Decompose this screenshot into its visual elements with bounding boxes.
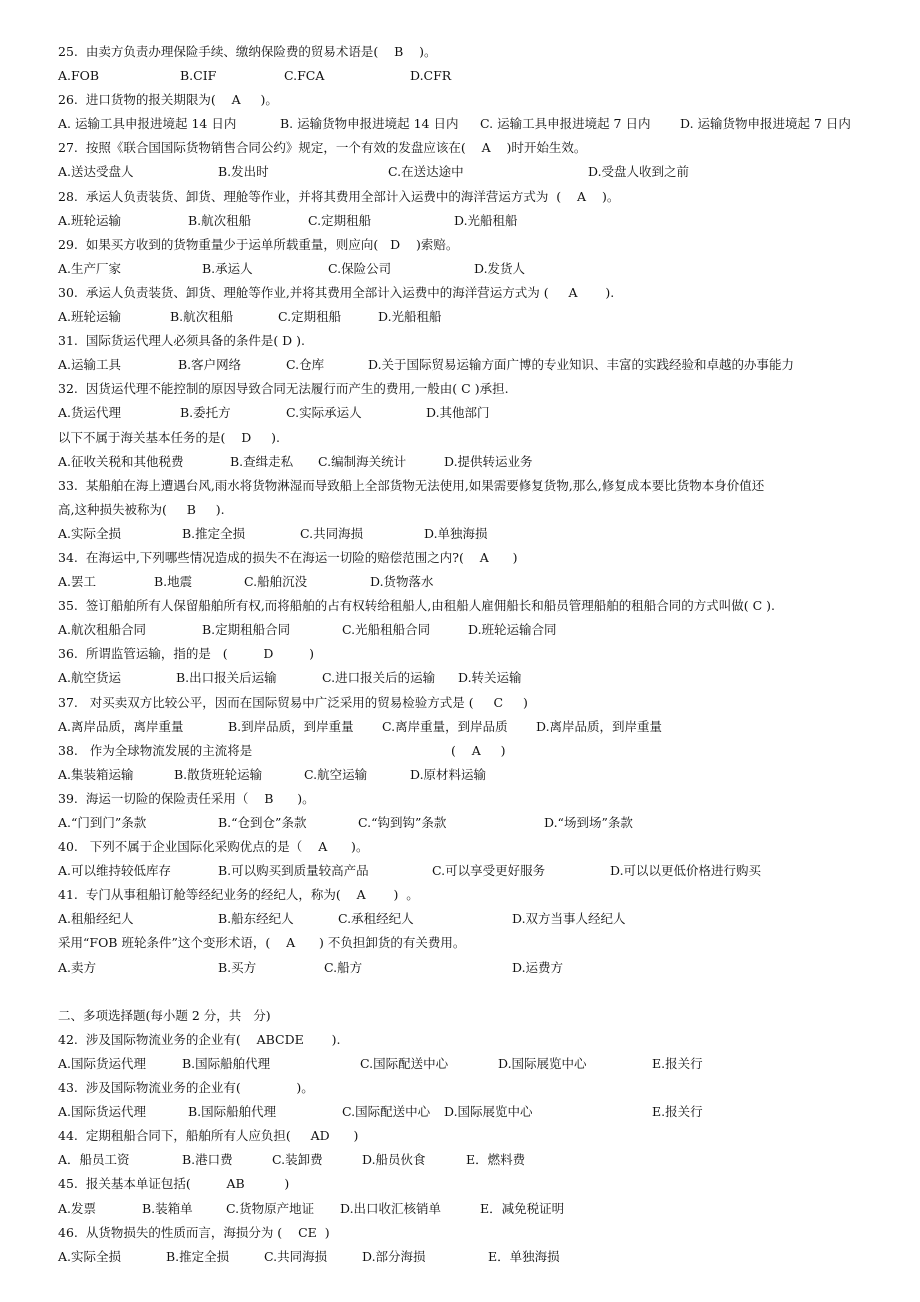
question-line: 34. 在海运中,下列哪些情况造成的损失不在海运一切险的赔偿范围之内?( A ) (58, 549, 518, 565)
question-line: 28. 承运人负责装货、卸货、理舱等作业，并将其费用全部计入运费中的海洋营运方式为 ( A )。 (58, 188, 620, 204)
options-row (58, 811, 888, 835)
option-item: A.国际货运代理 (58, 1055, 147, 1071)
question-line: 33. 某船舶在海上遭遇台风,雨水将货物淋湿而导致船上全部货物无法使用,如果需要修复货物,那么,修复成本要比货物本身价值还 (58, 477, 765, 493)
option-item: A.征收关税和其他税费 (58, 453, 184, 469)
options-row (58, 1100, 888, 1124)
option-item: B.客户网络 (178, 357, 242, 373)
option-item: D.提供转运业务 (444, 453, 533, 469)
question-line: 42. 涉及国际物流业务的企业有( ABCDE ). (58, 1031, 345, 1047)
options-row (58, 1245, 888, 1269)
question-line: 29. 如果买方收到的货物重量少于运单所载重量，则应向( D )索赔。 (58, 236, 459, 252)
options-row (58, 618, 888, 642)
option-item: A.国际货运代理 (58, 1104, 147, 1120)
option-item: B.港口费 (182, 1152, 233, 1168)
question-line: 二、多项选择题(每小题 2 分，共 分) (58, 1007, 271, 1023)
option-item: B.船东经纪人 (218, 911, 294, 927)
option-item: D.CFR (410, 68, 452, 84)
option-item: A. 运输工具申报进境起 14 日内 (58, 116, 237, 132)
option-item: B.推定全损 (166, 1248, 230, 1264)
option-item: B.出口报关后运输 (176, 670, 277, 686)
question-line: 37. 对买卖双方比较公平，因而在国际贸易中广泛采用的贸易检验方式是 ( C ) (58, 694, 528, 710)
question-line: 36. 所谓监管运输，指的是 ( D ) (58, 646, 315, 662)
option-item: A.货运代理 (58, 405, 122, 421)
option-item: A.可以维持较低库存 (58, 863, 172, 879)
question-line: 35. 签订船舶所有人保留船舶所有权,而将船舶的占有权转给租船人,由租船人雇佣船长和船员管理船舶的租船合同的方式叫做( C ). (58, 598, 779, 614)
option-item: C.共同海损 (264, 1248, 328, 1264)
option-item: D.部分海损 (362, 1248, 426, 1264)
option-item: B.查缉走私 (230, 453, 294, 469)
option-item: A.实际全损 (58, 525, 122, 541)
question-line: 45. 报关基本单证包括( AB ) (58, 1176, 290, 1192)
option-item: E.报关行 (652, 1055, 703, 1071)
question-line: 32. 因货运代理不能控制的原因导致合同无法履行而产生的费用,一般由( C )承担. (58, 381, 513, 397)
question-line: 26. 进口货物的报关期限为( A )。 (58, 92, 278, 108)
option-item: C.货物原产地证 (226, 1200, 315, 1216)
option-item: D.原材料运输 (410, 766, 487, 782)
options-row (58, 570, 888, 594)
options-row (58, 666, 888, 690)
option-item: D.国际展览中心 (444, 1104, 533, 1120)
option-item: B.国际船舶代理 (182, 1055, 271, 1071)
option-item: C.光船租船合同 (342, 622, 431, 638)
option-item: D.“场到场”条款 (544, 815, 633, 830)
option-item: D.发货人 (474, 260, 526, 276)
option-item: B.CIF (180, 68, 217, 84)
question-line: 31. 国际货运代理人必须具备的条件是( D ). (58, 333, 309, 349)
option-item: A.实际全损 (58, 1248, 122, 1264)
option-item: B.定期租船合同 (202, 622, 291, 638)
option-item: B.航次租船 (170, 309, 234, 325)
option-item: C.实际承运人 (286, 405, 362, 421)
option-item: B.推定全损 (182, 525, 246, 541)
option-item: A.离岸品质，离岸重量 (58, 718, 184, 734)
option-item: D.国际展览中心 (498, 1055, 587, 1071)
option-item: D.其他部门 (426, 405, 490, 421)
option-item: B.发出时 (218, 164, 269, 180)
question-line: 30. 承运人负责装货、卸货、理舱等作业,并将其费用全部计入运费中的海洋营运方式为 ( A ). (58, 284, 615, 300)
option-item: C.离岸重量，到岸品质 (382, 718, 508, 734)
options-row (58, 907, 888, 931)
option-item: A.卖方 (58, 959, 97, 975)
options-row (58, 112, 888, 136)
blank-line (58, 980, 888, 1004)
option-item: D.货物落水 (370, 574, 434, 590)
options-row (58, 450, 888, 474)
option-item: B.可以购买到质量较高产品 (218, 863, 369, 879)
option-item: A.FOB (58, 68, 100, 84)
question-line: 采用“FOB 班轮条件”这个变形术语，( A ) 不负担卸货的有关费用。 (58, 935, 466, 951)
options-row (58, 956, 888, 980)
option-item: D.光船租船 (454, 212, 518, 228)
option-item: C.国际配送中心 (342, 1104, 431, 1120)
option-item: C.进口报关后的运输 (322, 670, 436, 686)
option-item: C.在送达途中 (388, 164, 464, 180)
option-item: D.离岸品质，到岸重量 (536, 718, 663, 734)
option-item: C.仓库 (286, 357, 325, 373)
option-item: A.运输工具 (58, 357, 122, 373)
option-item: B.“仓到仓”条款 (218, 815, 307, 830)
option-item: D.船员伙食 (362, 1152, 426, 1168)
option-item: B.到岸品质，到岸重量 (228, 718, 354, 734)
option-item: C.定期租船 (308, 212, 372, 228)
option-item: D.可以以更低价格进行购买 (610, 863, 762, 879)
question-line: 41. 专门从事租船订舱等经纪业务的经纪人，称为( A ) 。 (58, 887, 419, 903)
options-row (58, 209, 888, 233)
options-row (58, 401, 888, 425)
option-item: C.保险公司 (328, 260, 392, 276)
option-item: A.航次租船合同 (58, 622, 147, 638)
options-row (58, 715, 888, 739)
option-item: D.光船租船 (378, 309, 442, 325)
options-row (58, 64, 888, 88)
option-item: E．燃料费 (466, 1152, 526, 1168)
option-item: D.转关运输 (458, 670, 522, 686)
options-row (58, 160, 888, 184)
option-item: C.船舶沉没 (244, 574, 308, 590)
option-item: C.装卸费 (272, 1152, 323, 1168)
option-item: C.定期租船 (278, 309, 342, 325)
options-row (58, 1148, 888, 1172)
option-item: D. 运输货物申报进境起 7 日内 (680, 116, 851, 132)
option-item: B.国际船舶代理 (188, 1104, 277, 1120)
option-item: A．船员工资 (58, 1152, 130, 1168)
options-row (58, 522, 888, 546)
option-item: D.班轮运输合同 (468, 622, 557, 638)
option-item: D.出口收汇核销单 (340, 1200, 442, 1216)
option-item: D.运费方 (512, 959, 564, 975)
option-item: B.委托方 (180, 405, 231, 421)
question-line: 27. 按照《联合国国际货物销售合同公约》规定，一个有效的发盘应该在( A )时开始生效。 (58, 140, 587, 156)
question-line: 25. 由卖方负责办理保险手续、缴纳保险费的贸易术语是( B )。 (58, 44, 437, 59)
option-item: A.送达受盘人 (58, 164, 134, 180)
option-item: A.“门到门”条款 (58, 815, 147, 830)
option-item: D.双方当事人经纪人 (512, 911, 626, 927)
option-item: E.报关行 (652, 1104, 703, 1120)
options-row (58, 763, 888, 787)
option-item: C.国际配送中心 (360, 1055, 449, 1071)
option-item: A.班轮运输 (58, 309, 122, 325)
option-item: A.航空货运 (58, 670, 122, 686)
option-item: A.生产厂家 (58, 260, 122, 276)
option-item: C.共同海损 (300, 525, 364, 541)
question-line: 40. 下列不属于企业国际化采购优点的是（ A )。 (58, 839, 369, 855)
option-item: C.编制海关统计 (318, 453, 407, 469)
option-item: B.买方 (218, 959, 257, 975)
option-item: E．单独海损 (488, 1248, 560, 1264)
options-row (58, 1197, 888, 1221)
option-item: B.承运人 (202, 260, 253, 276)
option-item: B.航次租船 (188, 212, 252, 228)
option-item: B.地震 (154, 574, 193, 590)
option-item: B.装箱单 (142, 1200, 193, 1216)
option-item: C.“钩到钩”条款 (358, 815, 447, 830)
options-row (58, 1052, 888, 1076)
option-item: A.班轮运输 (58, 212, 122, 228)
options-row (58, 257, 888, 281)
option-item: C.可以享受更好服务 (432, 863, 546, 879)
option-item: C.FCA (284, 68, 325, 84)
option-item: B.散货班轮运输 (174, 766, 263, 782)
option-item: E．减免税证明 (480, 1200, 565, 1216)
option-item: C.船方 (324, 959, 363, 975)
option-item: C.承租经纪人 (338, 911, 414, 927)
option-item: D.受盘人收到之前 (588, 164, 690, 180)
option-item: C.航空运输 (304, 766, 368, 782)
question-line: 39. 海运一切险的保险责任采用（ B )。 (58, 790, 315, 806)
options-row (58, 353, 888, 377)
option-item: D.关于国际贸易运输方面广博的专业知识、丰富的实践经验和卓越的办事能力 (368, 357, 795, 373)
question-line: 46. 从货物损失的性质而言，海损分为 ( CE ) (58, 1224, 330, 1240)
option-item: A.租船经纪人 (58, 911, 134, 927)
question-line: 高,这种损失被称为( B ). (58, 501, 229, 517)
option-item: A.罢工 (58, 574, 97, 590)
option-item: C. 运输工具申报进境起 7 日内 (480, 116, 651, 132)
option-item: A.集装箱运输 (58, 766, 134, 782)
question-line: 44. 定期租船合同下，船舶所有人应负担( AD ) (58, 1128, 359, 1144)
option-item: D.单独海损 (424, 525, 488, 541)
option-item: B. 运输货物申报进境起 14 日内 (280, 116, 459, 132)
options-row (58, 305, 888, 329)
document-body (58, 40, 888, 1269)
question-line: 以下不属于海关基本任务的是( D ). (58, 429, 284, 445)
question-line: 43. 涉及国际物流业务的企业有( )。 (58, 1080, 314, 1096)
question-line: 38. 作为全球物流发展的主流将是 ( A ) (58, 742, 506, 758)
options-row (58, 859, 888, 883)
option-item: A.发票 (58, 1200, 97, 1216)
